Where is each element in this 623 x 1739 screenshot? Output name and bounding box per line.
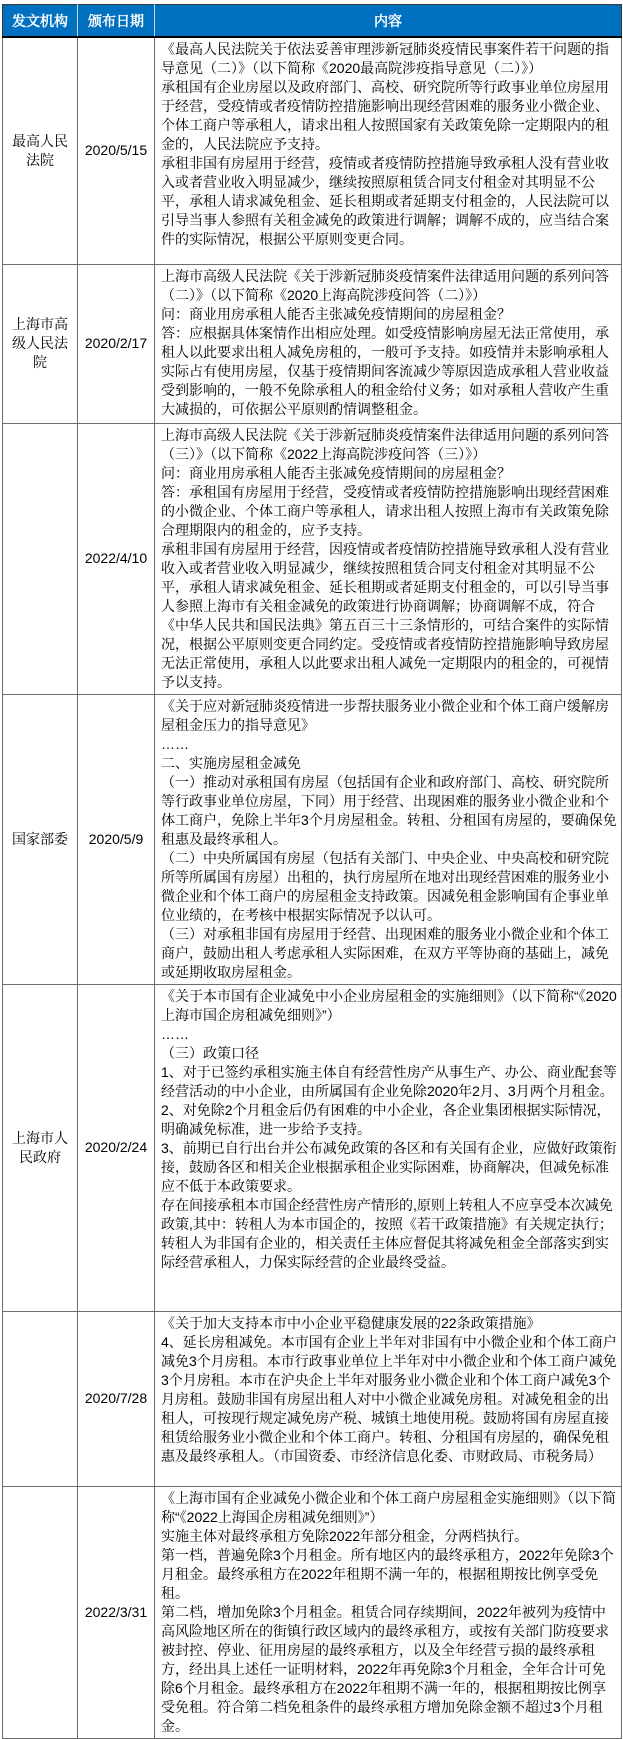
table-row xyxy=(3,1486,622,1738)
content-cell xyxy=(155,694,622,984)
content-cell xyxy=(155,984,622,1311)
issuing-authority-cell: 上海市人民政府 xyxy=(3,984,78,1311)
content-cell xyxy=(155,1486,622,1738)
table-header xyxy=(3,5,622,38)
publish-date-cell: 2022/4/10 xyxy=(78,423,155,694)
content-paragraph: 《关于加大支持本市中小企业平稳健康发展的22条政策措施》 xyxy=(161,1314,541,1331)
content-paragraph: 第二档，增加免除3个月租金。租赁合同存续期间，2022年被列为疫情中高风险地区所在的街镇行政区域内的最终承租方，或按有关部门防疫要求被封控、停业、征用房屋的最终承租方，以及全年经营亏损的最终承租方，经出具上述任一证明材料，2022年再免除3个月租金，全年合计可免除6个月租金。最终承租方在2022年租期不满一年的，根据租期按比例享受免租。符合第二档免租条件的最终承租方增加免除金额不超过3个月租金。 xyxy=(161,1603,609,1734)
content-paragraph: 承租国有企业房屋以及政府部门、高校、研究院所等行政事业单位房屋用于经营，受疫情或者疫情防控措施影响出现经营困难的服务业小微企业、个体工商户等承租人，请求出租人按照国家有关政策免除一定期限内的租金的，人民法院应予支持。 xyxy=(161,79,609,152)
content-paragraph: 二、实施房屋租金减免 xyxy=(161,754,301,771)
content-paragraph: …… xyxy=(161,1025,189,1042)
table-row xyxy=(3,1311,622,1486)
content-paragraph: 《关于本市国有企业减免中小企业房屋租金的实施细则》（以下简称“《2020上海市国企房租减免细则》”） xyxy=(161,987,617,1023)
issuing-authority-cell xyxy=(3,1311,78,1486)
content-paragraph: （三）政策口径 xyxy=(161,1044,259,1061)
content-paragraph: 答：承租国有房屋用于经营，受疫情或者疫情防控措施影响出现经营困难的小微企业、个体工商户等承租人，请求出租人按照上海市有关政策免除合理期限内的租金的，应予支持。 xyxy=(161,483,609,538)
content-paragraph: 3、前期已自行出台并公布减免政策的各区和有关国有企业，应做好政策衔接，鼓励各区和相关企业根据承租企业实际困难，协商解决，但减免标准应不低于本政策要求。 xyxy=(161,1139,617,1194)
policy-table xyxy=(2,4,622,1739)
content-paragraph: （二）中央所属国有房屋（包括有关部门、中央企业、中央高校和研究院所等所属国有房屋）出租的，执行房屋所在地对出现经营困难的服务业小微企业和个体工商户的房屋租金支持政策。因减免租金影响国有企事业单位业绩的，在考核中根据实际情况予以认可。 xyxy=(161,849,609,923)
content-cell xyxy=(155,423,622,694)
content-paragraph: 第一档，普遍免除3个月租金。所有地区内的最终承租方，2022年免除3个月租金。最终承租方在2022年租期不满一年的，根据租期按比例享受免租。 xyxy=(161,1546,614,1601)
content-paragraph: 问：商业用房承租人能否主张减免疫情期间的房屋租金？ xyxy=(161,464,511,481)
issuing-authority-cell: 国家部委 xyxy=(3,694,78,984)
column-header-issuing-authority: 发文机构 xyxy=(3,5,78,38)
publish-date-cell: 2022/3/31 xyxy=(78,1486,155,1738)
publish-date-cell: 2020/2/17 xyxy=(78,264,155,423)
content-cell xyxy=(155,264,622,423)
content-paragraph: 《关于应对新冠肺炎疫情进一步帮扶服务业小微企业和个体工商户缓解房屋租金压力的指导意见》 xyxy=(161,697,609,733)
issuing-authority-cell xyxy=(3,1486,78,1738)
table-row xyxy=(3,694,622,984)
content-paragraph: …… xyxy=(161,735,189,752)
content-paragraph: 承租非国有房屋用于经营，因疫情或者疫情防控措施导致承租人没有营业收入或者营业收入明显减少，继续按照租赁合同支付租金对其明显不公平，承租人请求减免租金、延长租期或者延期支付租金的，可以引导当事人参照上海市有关租金减免的政策进行协商调解；协商调解不成，符合《中华人民共和国民法典》第五百三十三条情形的，可结合案件的实际情况，根据公平原则变更合同约定。受疫情或者疫情防控措施影响导致房屋无法正常使用，承租人以此要求出租人减免一定期限内的租金的，可视情予以支持。 xyxy=(161,540,609,690)
header-row xyxy=(3,5,622,38)
content-paragraph: （一）推动对承租国有房屋（包括国有企业和政府部门、高校、研究院所等行政事业单位房屋，下同）用于经营、出现困难的服务业小微企业和个体工商户，免除上半年3个月房屋租金。转租、分租国有房屋的，要确保免租惠及最终承租人。 xyxy=(161,773,617,847)
content-paragraph: 《最高人民法院关于依法妥善审理涉新冠肺炎疫情民事案件若干问题的指导意见（二）》（以下简称《2020最高院涉疫指导意见（二）》） xyxy=(161,41,609,76)
table-row xyxy=(3,423,622,694)
table-row xyxy=(3,984,622,1311)
content-paragraph: 问：商业用房承租人能否主张减免疫情期间的房屋租金？ xyxy=(161,305,511,322)
issuing-authority-cell: 最高人民法院 xyxy=(3,37,78,264)
content-paragraph: （三）对承租非国有房屋用于经营、出现困难的服务业小微企业和个体工商户，鼓励出租人考虑承租人实际困难，在双方平等协商的基础上，减免或延期收取房屋租金。 xyxy=(161,925,609,980)
issuing-authority-cell: 上海市高级人民法院 xyxy=(3,264,78,423)
column-header-publish-date: 颁布日期 xyxy=(78,5,155,38)
publish-date-cell: 2020/7/28 xyxy=(78,1311,155,1486)
content-paragraph: 实施主体对最终承租方免除2022年部分租金，分两档执行。 xyxy=(161,1527,529,1544)
column-header-content: 内容 xyxy=(155,5,622,38)
content-paragraph: 答：应根据具体案情作出相应处理。如受疫情影响房屋无法正常使用，承租人以此要求出租人减免房租的，一般可予支持。如疫情并未影响承租人实际占有使用房屋，仅基于疫情期间客流减少等原因造成承租人营业收益受到影响的，一般不免除承租人的租金给付义务；如对承租人营收产生重大减损的，可依据公平原则酌情调整租金。 xyxy=(161,324,609,417)
publish-date-cell: 2020/5/15 xyxy=(78,37,155,264)
publish-date-cell: 2020/2/24 xyxy=(78,984,155,1311)
table-row xyxy=(3,37,622,264)
table-row xyxy=(3,264,622,423)
content-paragraph: 上海市高级人民法院《关于涉新冠肺炎疫情案件法律适用问题的系列问答（三）》（以下简称《2022上海高院涉疫问答（三）》） xyxy=(161,426,609,462)
content-paragraph: 承租非国有房屋用于经营，疫情或者疫情防控措施导致承租人没有营业收入或者营业收入明显减少，继续按照原租赁合同支付租金对其明显不公平，承租人请求减免租金、延长租期或者延期支付租金的，人民法院可以引导当事人参照有关租金减免的政策进行调解；调解不成的，应当结合案件的实际情况，根据公平原则变更合同。 xyxy=(161,155,609,247)
content-cell xyxy=(155,37,622,264)
content-paragraph: 《上海市国有企业减免小微企业和个体工商户房屋租金实施细则》（以下简称“《2022上海国企房租减免细则》”） xyxy=(161,1489,616,1525)
content-paragraph: 1、对于已签约承租实施主体自有经营性房产从事生产、办公、商业配套等经营活动的中小企业，由所属国有企业免除2020年2月、3月两个月租金。 xyxy=(161,1063,617,1099)
content-paragraph: 上海市高级人民法院《关于涉新冠肺炎疫情案件法律适用问题的系列问答（二）》（以下简称《2020上海高院涉疫问答（二）》） xyxy=(161,267,609,303)
table-body xyxy=(3,37,622,1738)
publish-date-cell: 2020/5/9 xyxy=(78,694,155,984)
issuing-authority-cell xyxy=(3,423,78,694)
content-paragraph: 存在间接承租本市国企经营性房产情形的,原则上转租人不应享受本次减免政策,其中：转租人为本市国企的，按照《若干政策措施》有关规定执行；转租人为非国有企业的，相关责任主体应督促其将减免租金全部落实到实际经营承租人，力保实际经营的企业最终受益。 xyxy=(161,1196,613,1270)
content-cell xyxy=(155,1311,622,1486)
content-paragraph: 4、延长房租减免。本市国有企业上半年对非国有中小微企业和个体工商户减免3个月房租。本市行政事业单位上半年对中小微企业和个体工商户减免3个月房租。本市在沪央企上半年对服务业小微企业和个体工商户减免3个月房租。鼓励非国有房屋出租人对中小微企业减免房租。对减免租金的出租人，可按现行规定减免房产税、城镇土地使用税。鼓励将国有房屋直接租赁给服务业小微企业和个体工商户。转租、分租国有房屋的，确保免租惠及最终承租人。（市国资委、市经济信息化委、市财政局、市税务局） xyxy=(161,1333,617,1464)
content-paragraph: 2、对免除2个月租金后仍有困难的中小企业，各企业集团根据实际情况，明确减免标准，进一步给予支持。 xyxy=(161,1101,611,1137)
